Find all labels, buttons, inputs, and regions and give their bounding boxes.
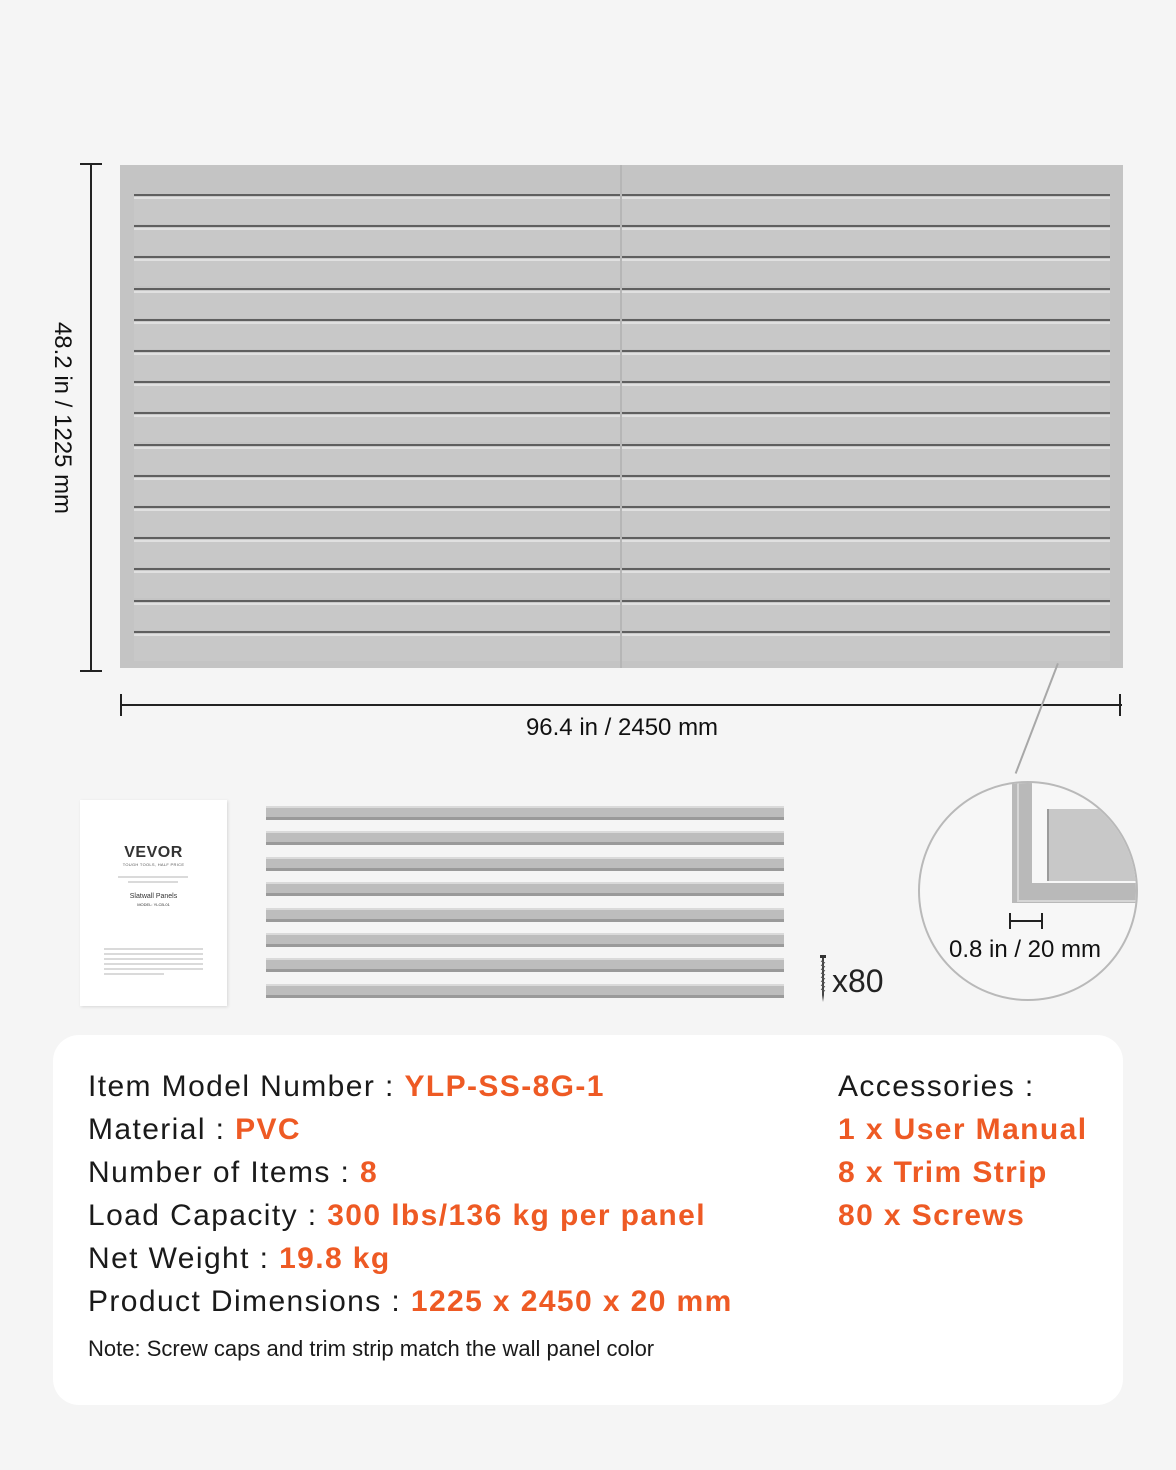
accessory-item-screws: 80 x Screws — [838, 1199, 1026, 1232]
manual-tagline: TOUGH TOOLS, HALF PRICE — [122, 862, 185, 867]
panel-slat — [134, 256, 1110, 286]
spec-value: 300 lbs/136 kg per panel — [327, 1199, 706, 1232]
screw-count: x80 — [832, 963, 884, 999]
spec-row-model-number — [88, 1070, 605, 1104]
manual-fine-print — [104, 958, 203, 960]
spec-row-product-dimensions — [88, 1285, 733, 1319]
manual-model: MODEL: YLCB-01 — [137, 902, 170, 907]
color-match-note: Note: Screw caps and trim strip match the wall panel color — [88, 1336, 655, 1361]
manual-fine-print — [128, 881, 178, 883]
width-dimension-label: 96.4 in / 2450 mm — [525, 714, 719, 741]
width-dimension-line — [120, 704, 1122, 706]
accessory-item-trim-strip: 8 x Trim Strip — [838, 1156, 1048, 1189]
manual-fine-print — [104, 953, 203, 955]
spec-row-net-weight — [88, 1242, 391, 1276]
spec-value: 1225 x 2450 x 20 mm — [410, 1285, 733, 1318]
trim-strip — [266, 806, 784, 820]
thickness-dimension-label: 0.8 in / 20 mm — [948, 936, 1102, 963]
panel-slat — [134, 350, 1110, 380]
manual-fine-print — [118, 876, 188, 878]
manual-fine-print — [104, 963, 203, 965]
detail-leader-line — [1015, 663, 1059, 774]
manual-fine-print — [104, 973, 164, 975]
panel-slat — [134, 319, 1110, 349]
panel-slat — [134, 412, 1110, 442]
trim-strip — [266, 857, 784, 871]
spec-row-material — [88, 1113, 301, 1147]
panel-slat — [134, 631, 1110, 661]
panel-slat — [134, 225, 1110, 255]
panel-slat — [134, 506, 1110, 536]
spec-label: Material : — [88, 1113, 236, 1146]
trim-strip — [266, 882, 784, 896]
edge-profile-illustration — [920, 783, 1138, 1001]
panel-slat — [134, 475, 1110, 505]
spec-label: Number of Items : — [88, 1156, 360, 1189]
screw-icon — [819, 955, 827, 1003]
spec-label: Product Dimensions : — [88, 1285, 411, 1318]
spec-label: Load Capacity : — [88, 1199, 328, 1232]
panel-slat — [134, 444, 1110, 474]
height-dimension-label: 48.2 in / 1225 mm — [49, 321, 76, 515]
spec-label: Net Weight : — [88, 1242, 280, 1275]
spec-row-load-capacity — [88, 1199, 706, 1233]
edge-detail-magnifier — [918, 781, 1138, 1001]
accessory-item-user-manual: 1 x User Manual — [838, 1113, 1088, 1146]
panel-seam — [620, 165, 622, 668]
panel-slat — [134, 537, 1110, 567]
trim-strip — [266, 908, 784, 922]
accessories-title: Accessories : — [838, 1070, 1035, 1103]
panel-slat — [134, 381, 1110, 411]
width-dimension-cap-left — [120, 694, 122, 716]
trim-strip — [266, 958, 784, 972]
manual-fine-print — [104, 968, 203, 970]
spec-label: Item Model Number : — [88, 1070, 405, 1103]
user-manual — [80, 800, 227, 1006]
spec-value: YLP-SS-8G-1 — [404, 1070, 605, 1103]
height-dimension-cap-top — [80, 163, 102, 165]
manual-brand-logo: VEVOR — [124, 844, 183, 861]
width-dimension-cap-right — [1119, 694, 1121, 716]
spec-value: PVC — [235, 1113, 301, 1146]
panel-slat — [134, 288, 1110, 318]
panel-slat — [134, 568, 1110, 598]
spec-value: 19.8 kg — [279, 1242, 391, 1275]
height-dimension-cap-bottom — [80, 670, 102, 672]
trim-strip — [266, 984, 784, 998]
spec-row-number-of-items — [88, 1156, 378, 1190]
spec-value: 8 — [359, 1156, 379, 1189]
trim-strip — [266, 831, 784, 845]
height-dimension-line — [90, 163, 92, 672]
manual-title: Slatwall Panels — [129, 893, 178, 900]
manual-fine-print — [104, 948, 203, 950]
trim-strip — [266, 933, 784, 947]
panel-slat — [134, 600, 1110, 630]
panel-slat — [134, 194, 1110, 224]
